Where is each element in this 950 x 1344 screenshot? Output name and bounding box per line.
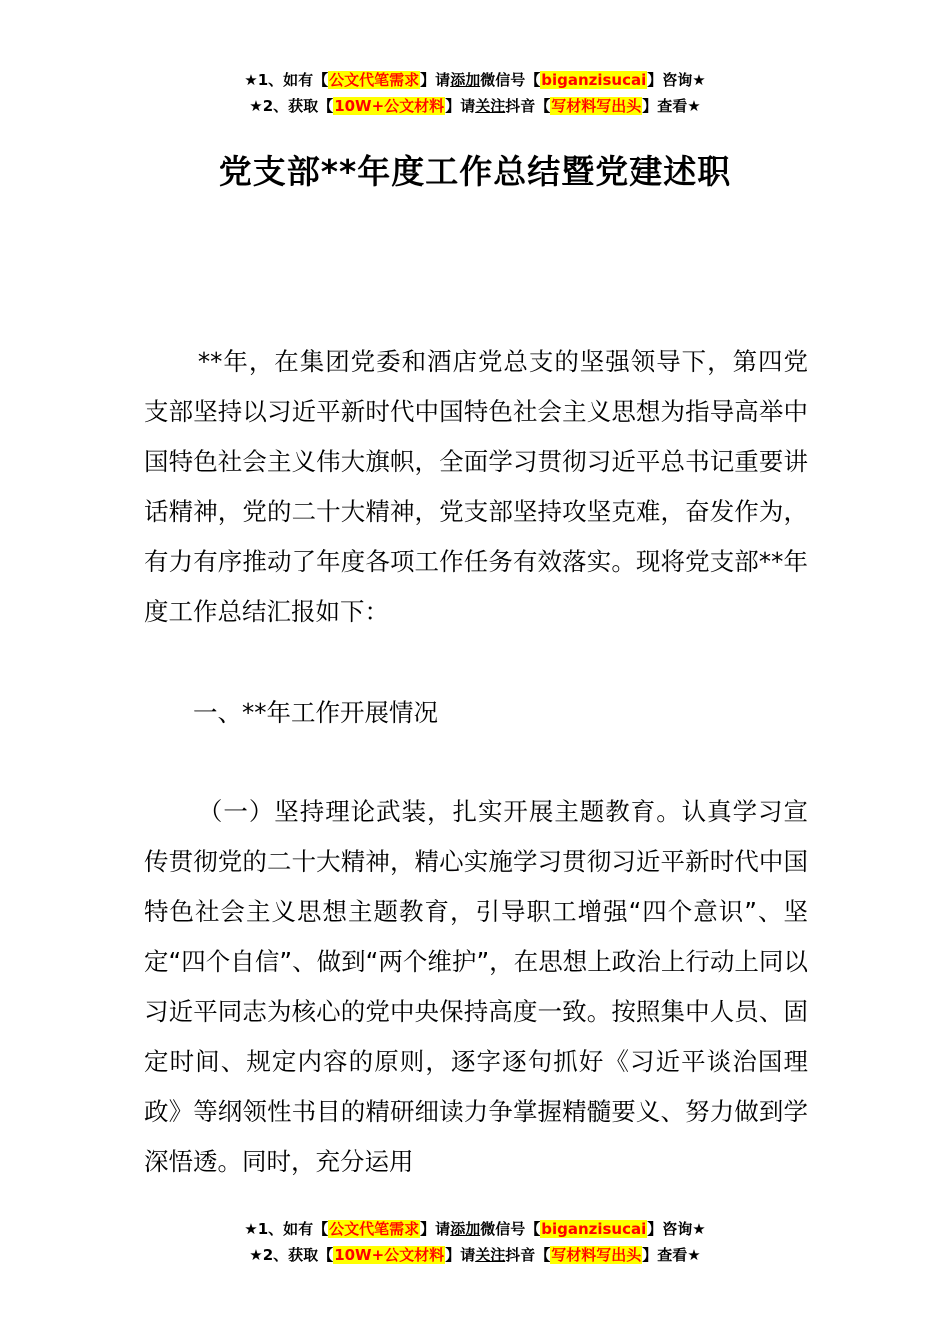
paragraph-intro: **年，在集团党委和酒店党总支的坚强领导下，第四党支部坚持以习近平新时代中国特色社会主义思想为指导高举中国特色社会主义伟大旗帜，全面学习贯彻习近平总书记重要讲话精神，党的二十大精神，党支部坚持攻坚克难，奋发作为，有力有序推动了年度各项工作任务有效落实。现将党支部**年度工作总结汇报如下： xyxy=(144,347,808,626)
banner-text: 微信号【 xyxy=(480,1220,541,1238)
banner-text: 微信号【 xyxy=(480,71,541,89)
banner-text: ★1、如有【 xyxy=(244,1220,329,1238)
banner-text: 】查看★ xyxy=(642,1246,701,1264)
banner-text: 】请 xyxy=(445,1246,476,1264)
banner-text: ★2、获取【 xyxy=(249,1246,334,1264)
highlight-text: 10W+公文材料 xyxy=(334,1246,445,1264)
highlight-text: 10W+公文材料 xyxy=(334,97,445,115)
highlight-text: 公文代笔需求 xyxy=(329,71,420,89)
underlined-text: 添加 xyxy=(450,1220,481,1238)
banner-text: ★1、如有【 xyxy=(244,71,329,89)
banner-line-2 xyxy=(0,93,950,119)
section-heading: 一、**年工作开展情况 xyxy=(193,698,438,727)
header-banner xyxy=(0,67,950,119)
banner-text: 】咨询★ xyxy=(647,1220,706,1238)
banner-text: 】请 xyxy=(420,71,451,89)
banner-text: ★2、获取【 xyxy=(249,97,334,115)
banner-line-2 xyxy=(0,1242,950,1268)
footer-banner xyxy=(0,1216,950,1268)
underlined-text: 添加 xyxy=(450,71,481,89)
banner-text: 抖音【 xyxy=(505,1246,551,1264)
banner-text: 】咨询★ xyxy=(647,71,706,89)
paragraph-section-1: （一）坚持理论武装，扎实开展主题教育。认真学习宣传贯彻党的二十大精神，精心实施学习贯彻习近平新时代中国特色社会主义思想主题教育，引导职工增强“四个意识”、坚定“四个自信”、做到“两个维护”，在思想上政治上行动上同以习近平同志为核心的党中央保持高度一致。按照集中人员、固定时间、规定内容的原则，逐字逐句抓好《习近平谈治国理政》等纲领性书目的精研细读力争掌握精髓要义、努力做到学深悟透。同时，充分运用 xyxy=(144,797,808,1176)
highlight-text: 写材料写出头 xyxy=(551,97,642,115)
document-title: 党支部**年度工作总结暨党建述职 xyxy=(218,152,732,191)
highlight-text: 写材料写出头 xyxy=(551,1246,642,1264)
banner-line-1 xyxy=(0,1216,950,1242)
banner-line-1 xyxy=(0,67,950,93)
underlined-text: 关注 xyxy=(475,1246,506,1264)
banner-text: 】查看★ xyxy=(642,97,701,115)
highlight-text: biganzisucai xyxy=(541,71,647,89)
banner-text: 抖音【 xyxy=(505,97,551,115)
highlight-text: 公文代笔需求 xyxy=(329,1220,420,1238)
banner-text: 】请 xyxy=(420,1220,451,1238)
underlined-text: 关注 xyxy=(475,97,506,115)
highlight-text: biganzisucai xyxy=(541,1220,647,1238)
banner-text: 】请 xyxy=(445,97,476,115)
